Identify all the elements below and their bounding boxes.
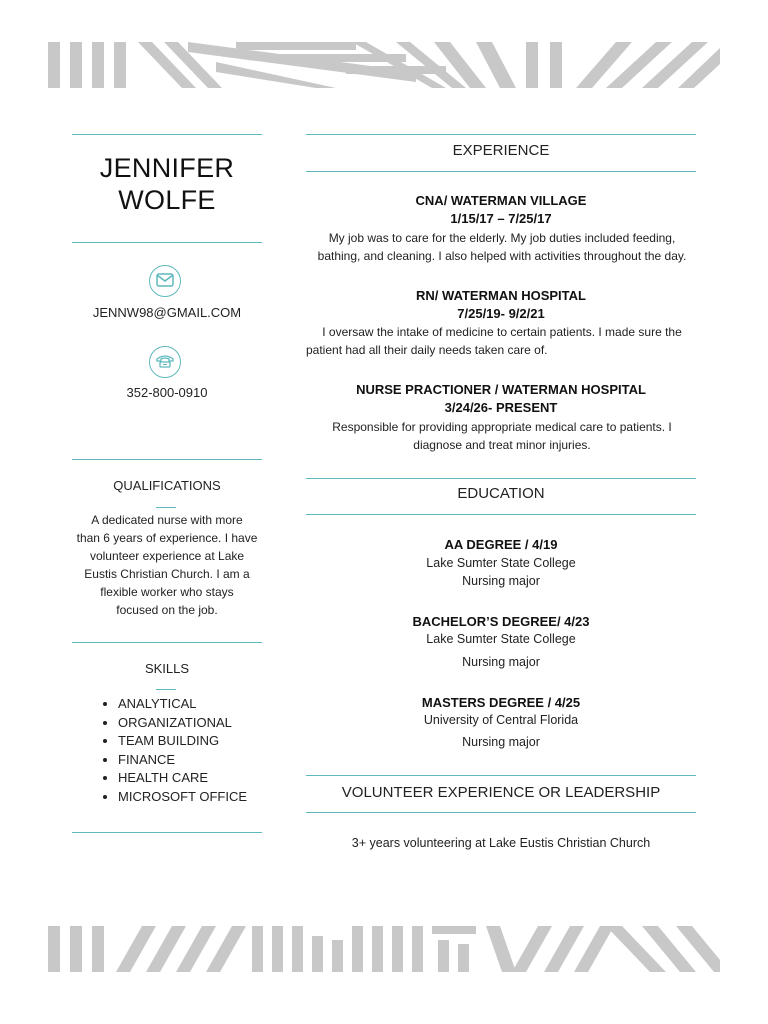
name-first: JENNIFER	[99, 153, 235, 183]
job-title: CNA/ WATERMAN VILLAGE	[415, 193, 587, 208]
job-description-line: diagnose and treat minor injuries.	[413, 438, 591, 452]
job-description-line: patient had all their daily needs taken care of.	[306, 343, 548, 357]
job-description	[306, 323, 698, 359]
phone-number[interactable]: 352-800-0910	[126, 385, 208, 400]
divider	[72, 642, 262, 643]
divider	[72, 134, 262, 135]
qualifications-line: Eustis Christian Church. I am a	[84, 567, 250, 581]
education-heading: EDUCATION	[457, 485, 545, 502]
heading-accent-dash	[156, 689, 176, 690]
experience-heading: EXPERIENCE	[452, 142, 550, 159]
job-description-line: Responsible for providing appropriate medical care to patients. I	[332, 420, 672, 434]
qualifications-line: focused on the job.	[116, 603, 218, 617]
school-name: Lake Sumter State College	[426, 632, 576, 646]
heading-accent-dash	[156, 507, 176, 508]
major: Nursing major	[462, 735, 540, 749]
qualifications-line: flexible worker who stays	[100, 585, 234, 599]
skill-item: • HEALTH CARE	[118, 769, 247, 788]
major: Nursing major	[462, 655, 540, 669]
skill-item: • MICROSOFT OFFICE	[118, 788, 247, 807]
job-dates: 7/25/19- 9/2/21	[457, 306, 545, 321]
divider	[306, 775, 696, 776]
qualifications-line: A dedicated nurse with more	[91, 513, 243, 527]
divider	[306, 812, 696, 813]
top-stripe-pattern	[46, 42, 720, 88]
job-dates: 1/15/17 – 7/25/17	[450, 211, 552, 226]
school-name: University of Central Florida	[423, 713, 579, 727]
job-description-line: I oversaw the intake of medicine to certain patients. I made sure the	[322, 325, 682, 339]
major: Nursing major	[462, 574, 540, 588]
divider	[72, 832, 262, 833]
qualifications-line: volunteer experience at Lake	[89, 549, 245, 563]
job-dates: 3/24/26- PRESENT	[444, 400, 558, 415]
divider	[306, 171, 696, 172]
bottom-stripe-pattern	[46, 926, 720, 972]
divider	[72, 459, 262, 460]
divider	[306, 478, 696, 479]
skills-heading: SKILLS	[144, 661, 190, 676]
qualifications-line: than 6 years of experience. I have	[76, 531, 258, 545]
job-description	[306, 229, 698, 265]
skill-item: • FINANCE	[118, 751, 247, 770]
skill-item: • TEAM BUILDING	[118, 732, 247, 751]
divider	[306, 134, 696, 135]
skill-item: • ORGANIZATIONAL	[118, 714, 247, 733]
degree-title: BACHELOR’S DEGREE/ 4/23	[412, 614, 590, 629]
school-name: Lake Sumter State College	[426, 556, 576, 570]
volunteer-heading: VOLUNTEER EXPERIENCE OR LEADERSHIP	[341, 784, 661, 801]
divider	[72, 242, 262, 243]
divider	[306, 514, 696, 515]
degree-title: AA DEGREE / 4/19	[444, 537, 558, 552]
volunteer-text: 3+ years volunteering at Lake Eustis Christian Church	[351, 836, 651, 850]
telephone-icon	[149, 346, 181, 378]
name-last: WOLFE	[118, 185, 216, 215]
job-description-line: My job was to care for the elderly. My job duties included feeding,	[328, 231, 676, 245]
qualifications-text	[72, 511, 262, 619]
job-title: NURSE PRACTIONER / WATERMAN HOSPITAL	[356, 382, 646, 397]
job-description-line: bathing, and cleaning. I also helped with activities throughout the day.	[317, 249, 687, 263]
envelope-icon	[149, 265, 181, 297]
skills-list	[90, 695, 247, 806]
qualifications-heading: QUALIFICATIONS	[113, 478, 221, 493]
degree-title: MASTERS DEGREE / 4/25	[421, 695, 581, 710]
candidate-name	[72, 152, 262, 216]
job-description	[306, 418, 698, 454]
job-title: RN/ WATERMAN HOSPITAL	[416, 288, 586, 303]
skill-item: • ANALYTICAL	[118, 695, 247, 714]
email-address[interactable]: JENNW98@GMAIL.COM	[92, 305, 242, 320]
